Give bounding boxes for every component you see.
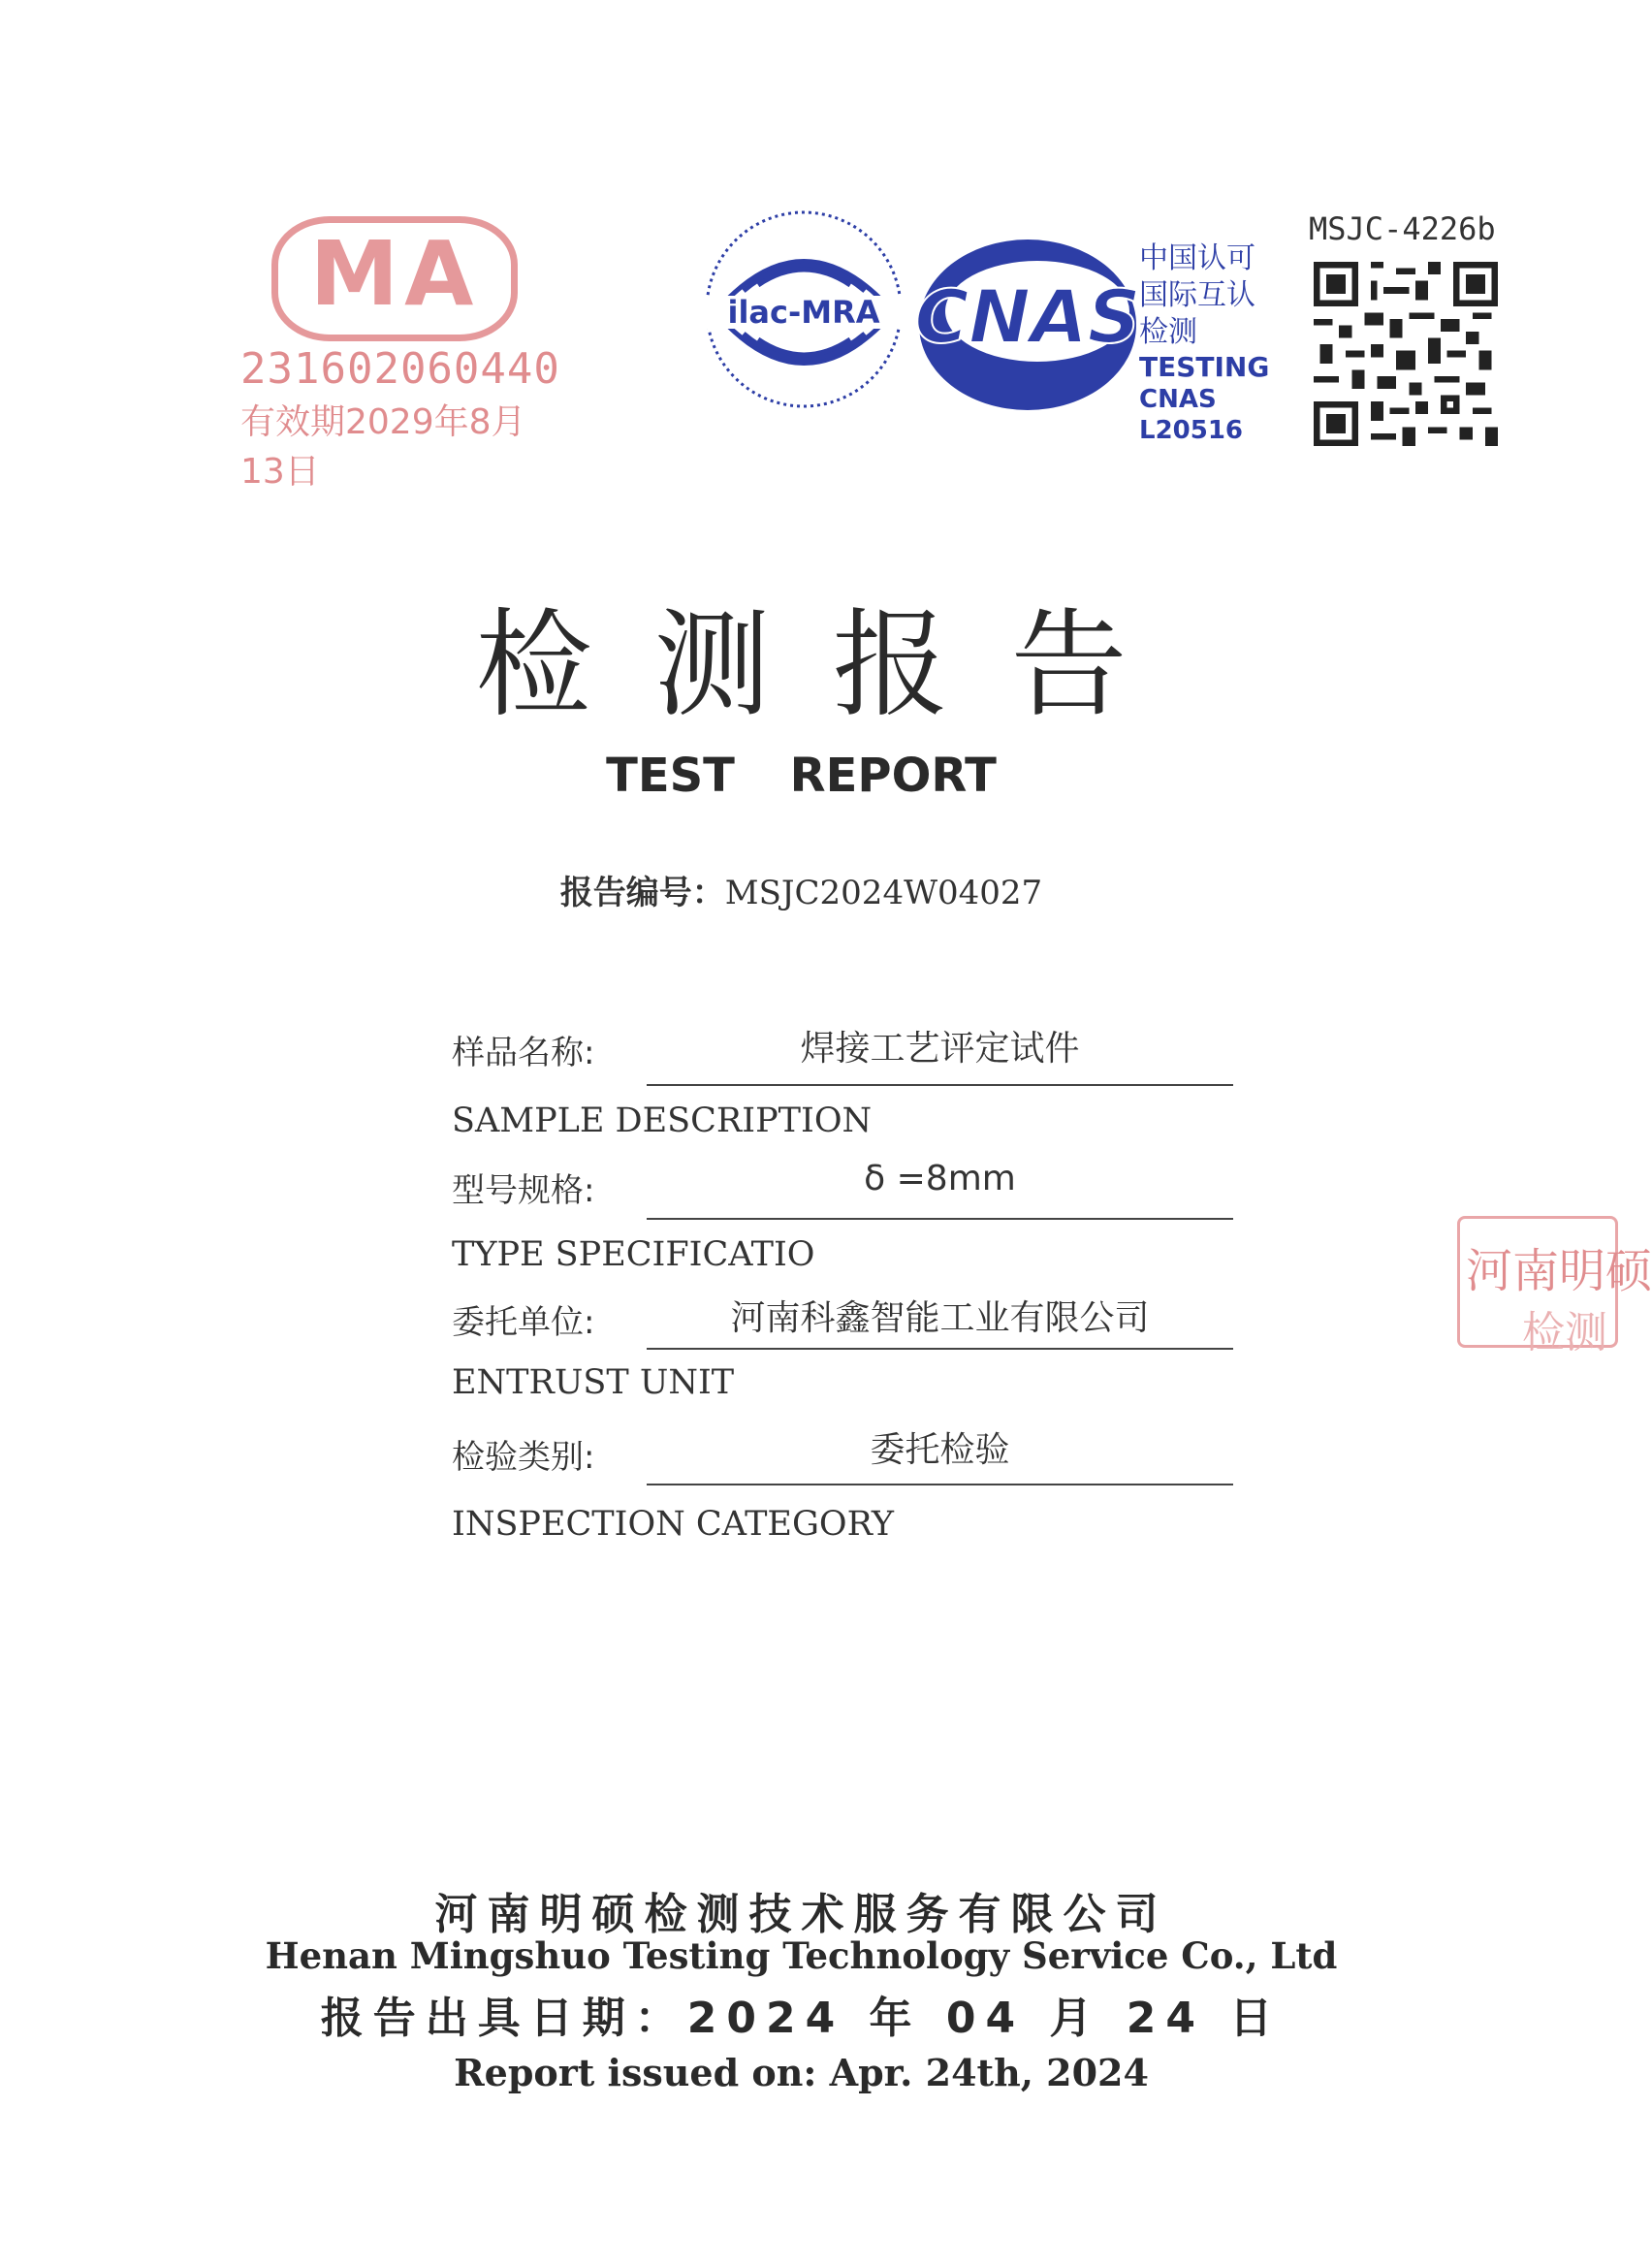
ilac-mra-logo <box>700 206 908 414</box>
side-stamp <box>1454 1212 1652 1357</box>
report-number <box>0 866 1603 913</box>
page-title-en: TEST REPORT <box>606 749 997 803</box>
cnas-code: CNAS L20516 <box>1139 385 1244 445</box>
cnas-side-text <box>1139 240 1285 446</box>
cma-seal <box>233 208 560 492</box>
organization-name-zh: 河南明硕检测技术服务有限公司 <box>434 1890 1168 1939</box>
cma-valid-until: 有效期2029年8月13日 <box>240 402 526 492</box>
inspection-category-label: 检验类别: <box>452 1438 595 1477</box>
report-number-value: MSJC2024W04027 <box>724 874 1043 912</box>
entrust-unit-value: 河南科鑫智能工业有限公司 <box>730 1298 1150 1338</box>
cnas-line-1: 中国认可 <box>1139 241 1255 275</box>
side-stamp-line-2: 检测 <box>1522 1308 1607 1357</box>
inspection-category-label-en: INSPECTION CATEGORY <box>452 1505 894 1544</box>
cma-number: 231602060440 <box>240 344 560 394</box>
field-underline <box>647 1218 1233 1220</box>
cnas-line-3: 检测 <box>1139 315 1197 349</box>
entrust-unit-label-en: ENTRUST UNIT <box>452 1363 735 1402</box>
side-stamp-line-1: 河南明硕 <box>1466 1244 1652 1298</box>
type-specification-value: δ =8mm <box>864 1159 1016 1198</box>
organization-name-en: Henan Mingshuo Testing Technology Service Co., Ltd <box>265 1934 1338 1977</box>
qr-code-icon <box>1314 262 1498 446</box>
issue-date-en: Report issued on: Apr. 24th, 2024 <box>454 2051 1149 2094</box>
entrust-unit-label: 委托单位: <box>452 1303 595 1342</box>
page-title-zh: 检测报告 <box>475 598 1190 733</box>
cnas-testing: TESTING <box>1139 351 1270 383</box>
inspection-category-value: 委托检验 <box>870 1430 1010 1470</box>
sample-description-label: 样品名称: <box>452 1034 595 1072</box>
sample-description-label-en: SAMPLE DESCRIPTION <box>452 1102 873 1140</box>
sample-description-value: 焊接工艺评定试件 <box>800 1029 1080 1069</box>
field-underline <box>647 1348 1233 1350</box>
cnas-line-2: 国际互认 <box>1139 278 1255 312</box>
field-underline <box>647 1084 1233 1086</box>
cnas-mark: CNAS <box>914 273 1141 360</box>
report-number-label: 报告编号： <box>559 874 725 912</box>
type-specification-label-en: TYPE SPECIFICATIO <box>452 1235 815 1274</box>
form-code: MSJC-4226b <box>1309 210 1496 247</box>
cma-mark: MA <box>309 222 480 326</box>
field-underline <box>647 1484 1233 1485</box>
issue-date-zh: 报告出具日期：2024 年 04 月 24 日 <box>320 1994 1283 2043</box>
type-specification-label: 型号规格: <box>452 1171 595 1210</box>
cnas-logo <box>911 228 1154 422</box>
ilac-mark: ilac-MRA <box>727 294 880 331</box>
